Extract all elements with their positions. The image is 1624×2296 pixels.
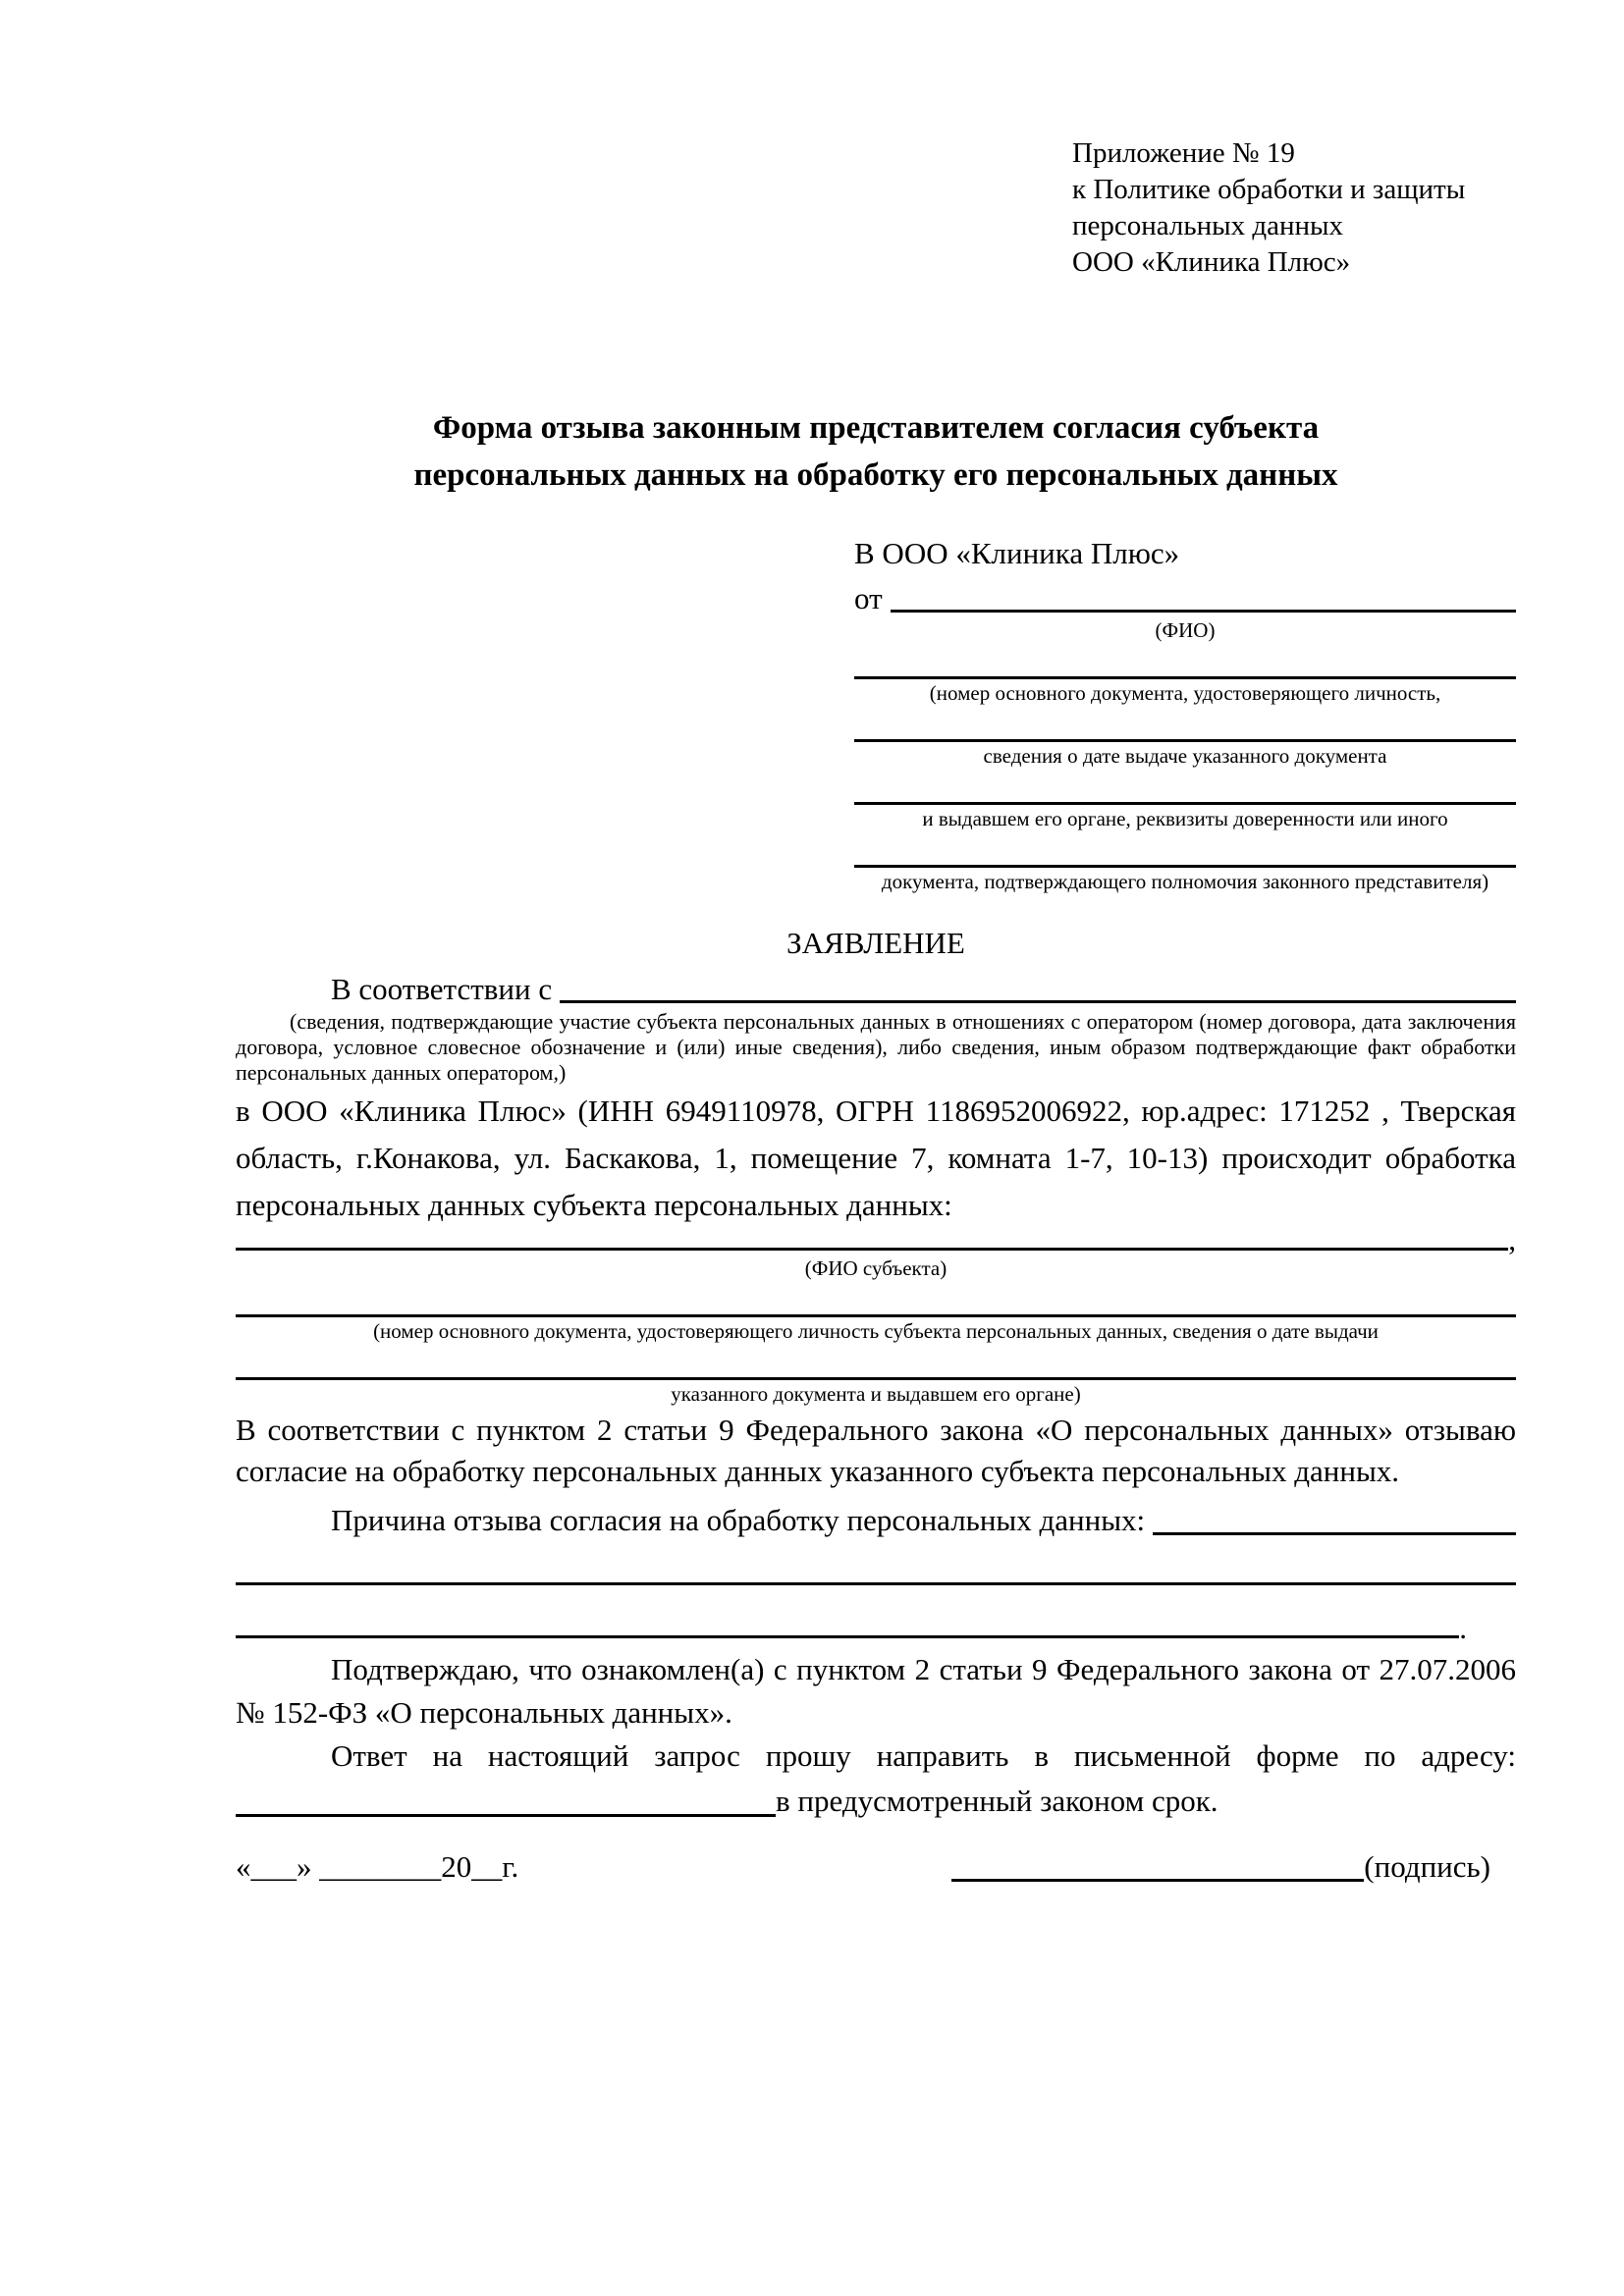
basis-prefix: В соответствии с (331, 972, 553, 1006)
title-line: Форма отзыва законным представителем согласия субъекта (432, 410, 1320, 446)
header-line: к Политике обработки и защиты (1072, 174, 1466, 205)
basis-blank-field[interactable] (560, 1000, 1516, 1003)
authority-document-blank-field[interactable] (854, 830, 1516, 868)
appendix-header (1072, 135, 1516, 281)
field-caption: (номер основного документа, удостоверяющего личность, (929, 681, 1441, 705)
id-number-blank-field[interactable] (854, 642, 1516, 679)
basis-note: (сведения, подтверждающие участие субъекта персональных данных в отношениях с оператором (номер договора, дата заключения договора, условное словесное обозначение и (или) иные сведения), либо сведения, иным образом подтверждающие факт обработки персональных данных оператором,) (236, 1009, 1516, 1085)
subject-fio-caption: (ФИО субъекта) (804, 1256, 947, 1280)
header-line: персональных данных (1072, 210, 1344, 241)
subject-id-caption: (номер основного документа, удостоверяющего личность субъекта персональных данных, сведения о дате выдачи (373, 1319, 1379, 1343)
reply-address-blank-field[interactable] (236, 1814, 776, 1817)
signature-group (951, 1848, 1490, 1886)
subject-id-issuer-caption: указанного документа и выдавшем его органе) (671, 1382, 1081, 1406)
operator-paragraph: в ООО «Клиника Плюс» (ИНН 6949110978, ОГРН 1186952006922, юр.адрес: 171252 , Тверская область, г.Конакова, ул. Баскакова, 1, помещение 7, комната 1-7, 10-13) происходит обработка персональных данных субъекта персональных данных: (236, 1094, 1516, 1222)
reply-address-row (236, 1778, 1516, 1821)
confirm-paragraph: Подтверждаю, что ознакомлен(а) с пунктом 2 статьи 9 Федерального закона от 27.07.2006 № 152-ФЗ «О персональных данных». (236, 1652, 1516, 1730)
document-title (236, 404, 1516, 499)
addressee-from-row (854, 573, 1516, 616)
footer-row (236, 1848, 1516, 1886)
issuing-authority-blank-field[interactable] (854, 768, 1516, 805)
reason-extra-row (236, 1611, 1516, 1645)
reason-blank-field[interactable] (1153, 1532, 1516, 1535)
issue-date-blank-field[interactable] (854, 705, 1516, 742)
subject-fio-row (236, 1222, 1516, 1256)
addressee-block (854, 534, 1516, 893)
header-line: Приложение № 19 (1072, 137, 1295, 169)
subject-id-issuer-blank-field[interactable] (236, 1343, 1516, 1380)
reason-extra-blank-field[interactable] (236, 1582, 1516, 1585)
fio-caption: (ФИО) (1155, 618, 1216, 642)
reply-suffix: в предусмотренный законом срок. (776, 1784, 1218, 1818)
fio-blank-field[interactable] (891, 610, 1516, 613)
field-caption: документа, подтверждающего полномочия законного представителя) (881, 870, 1489, 893)
from-label: от (854, 581, 883, 615)
signature-blank-field[interactable] (951, 1879, 1364, 1882)
subject-fio-blank-field[interactable] (236, 1248, 1508, 1251)
title-line: персональных данных на обработку его персональных данных (413, 457, 1338, 493)
basis-row (236, 964, 1516, 1007)
subject-line-comma: , (1508, 1222, 1516, 1256)
reason-row (236, 1492, 1516, 1539)
signature-caption: (подпись) (1364, 1849, 1490, 1884)
law-paragraph: В соответствии с пунктом 2 статьи 9 Федерального закона «О персональных данных» отзываю согласие на обработку персональных данных указанного субъекта персональных данных. (236, 1413, 1516, 1488)
reason-extra-blank-field-2[interactable] (236, 1635, 1459, 1638)
field-caption: сведения о дате выдаче указанного документа (983, 744, 1387, 768)
field-caption: и выдавшем его органе, реквизиты доверенности или иного (922, 807, 1448, 830)
header-line: ООО «Клиника Плюс» (1072, 246, 1351, 278)
reason-label: Причина отзыва согласия на обработку персональных данных: (331, 1503, 1146, 1537)
subject-id-blank-field[interactable] (236, 1280, 1516, 1317)
statement-heading: ЗАЯВЛЕНИЕ (786, 926, 965, 960)
date-blank-field[interactable]: «___» ________20__г. (236, 1849, 519, 1884)
period-mark: . (1459, 1611, 1467, 1645)
addressee-organization: В ООО «Клиника Плюс» (854, 536, 1180, 570)
reply-paragraph: Ответ на настоящий запрос прошу направить в письменной форме по адресу: (331, 1738, 1516, 1773)
